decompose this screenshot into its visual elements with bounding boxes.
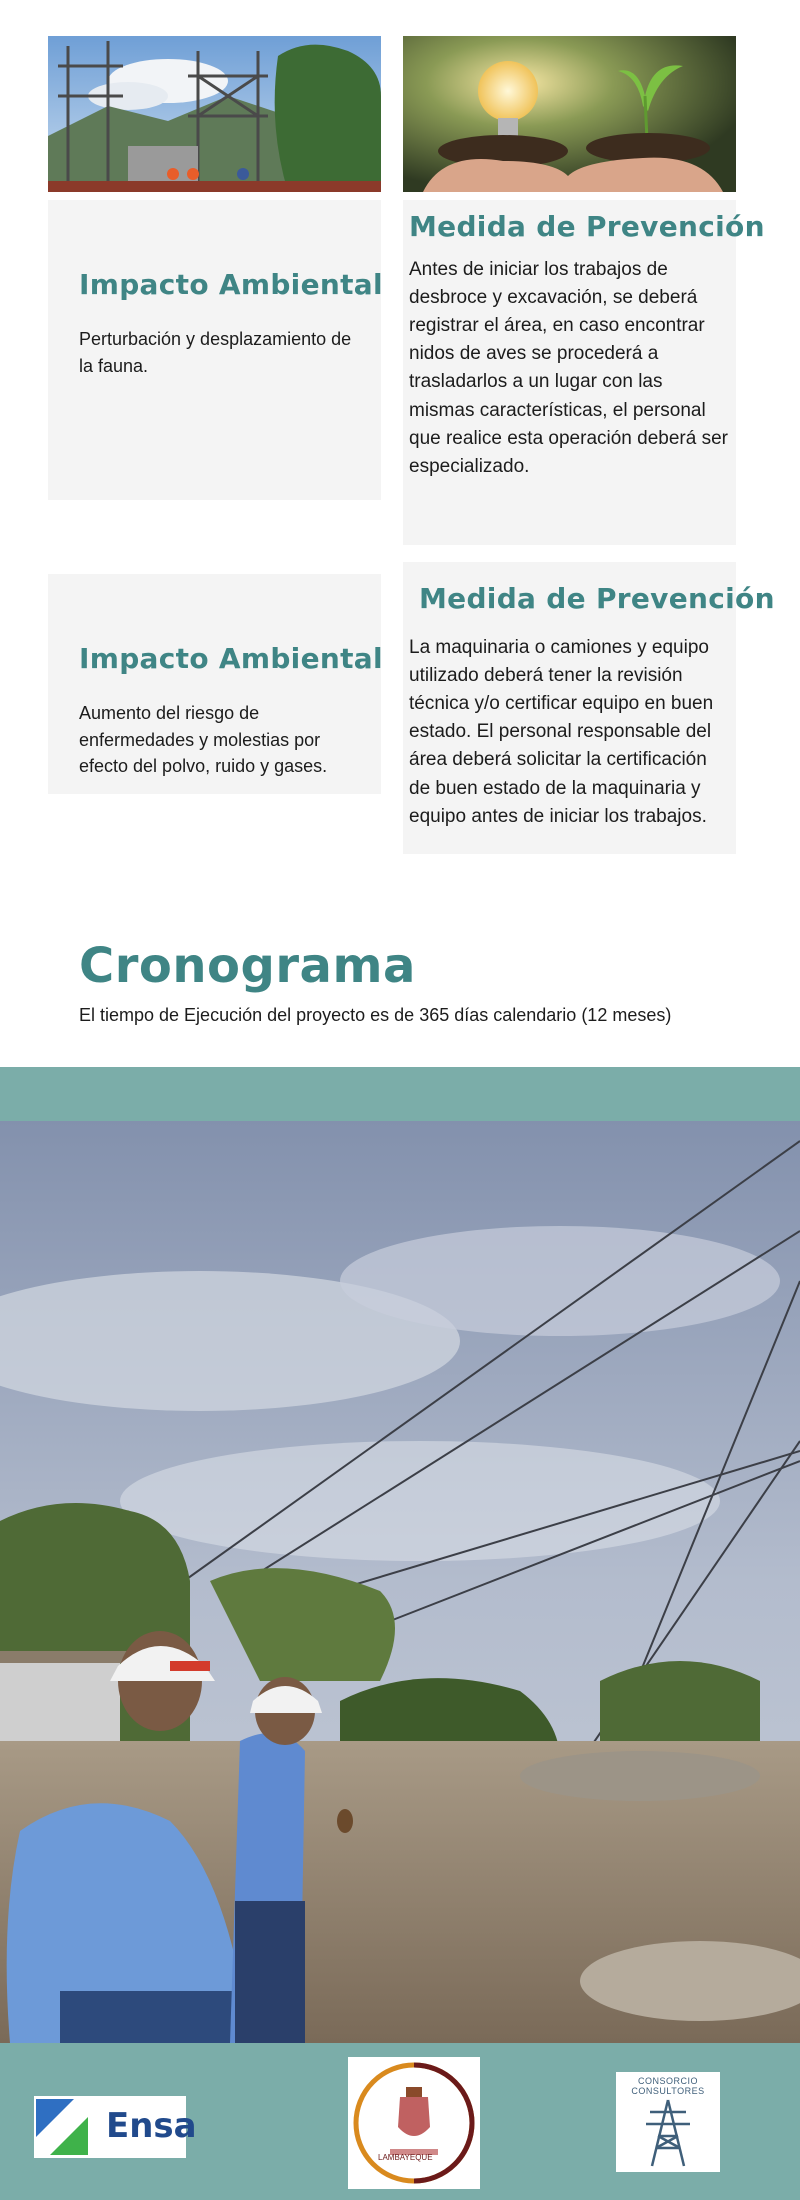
cronograma-text: El tiempo de Ejecución del proyecto es de 365 días calendario (12 meses) [79, 1005, 672, 1025]
card-title: Medida de Prevención [409, 210, 765, 243]
lambayeque-logo-text: LAMBAYEQUE [378, 2153, 433, 2162]
ensa-logo [34, 2096, 197, 2158]
medida-prevencion-card-2 [403, 562, 775, 854]
ensa-logo-text: Ensa [106, 2106, 197, 2146]
ensa-mark-icon [34, 2097, 94, 2157]
impacto-ambiental-card-2 [48, 574, 381, 794]
consorcio-logo-text: CONSORCIO CONSULTORES [631, 2076, 705, 2096]
card-title: Medida de Prevención [419, 582, 775, 615]
teal-band-top [0, 1067, 800, 1121]
impacto-ambiental-card-1 [48, 200, 381, 500]
substation-photo [48, 36, 381, 192]
field-workers-photo [0, 1121, 800, 2043]
card-text: Perturbación y desplazamiento de la fauna. [79, 329, 352, 376]
card-title: Impacto Ambiental [79, 268, 383, 301]
lambayeque-logo [348, 2057, 480, 2189]
card-text: Antes de iniciar los trabajos de desbroce y excavación, se deberá registrar el área, en caso encontrar nidos de aves se procederá a trasladarlos a un lugar con las mismas características, el personal que realice esta operación deberá ser especializado. [409, 259, 728, 477]
card-text: La maquinaria o camiones y equipo utilizado deberá tener la revisión técnica y/o certificar equipo en buen estado. El personal responsable del área deberá solicitar la certificación de buen estado de la maquinaria y equipo antes de iniciar los trabajos. [409, 637, 714, 827]
bulb-plant-photo [403, 36, 736, 192]
cronograma-title: Cronograma [79, 938, 416, 994]
consorcio-consultores-logo [616, 2072, 720, 2172]
medida-prevencion-card-1 [403, 200, 765, 545]
card-text: Aumento del riesgo de enfermedades y molestias por efecto del polvo, ruido y gases. [79, 703, 328, 777]
card-title: Impacto Ambiental [79, 642, 383, 675]
